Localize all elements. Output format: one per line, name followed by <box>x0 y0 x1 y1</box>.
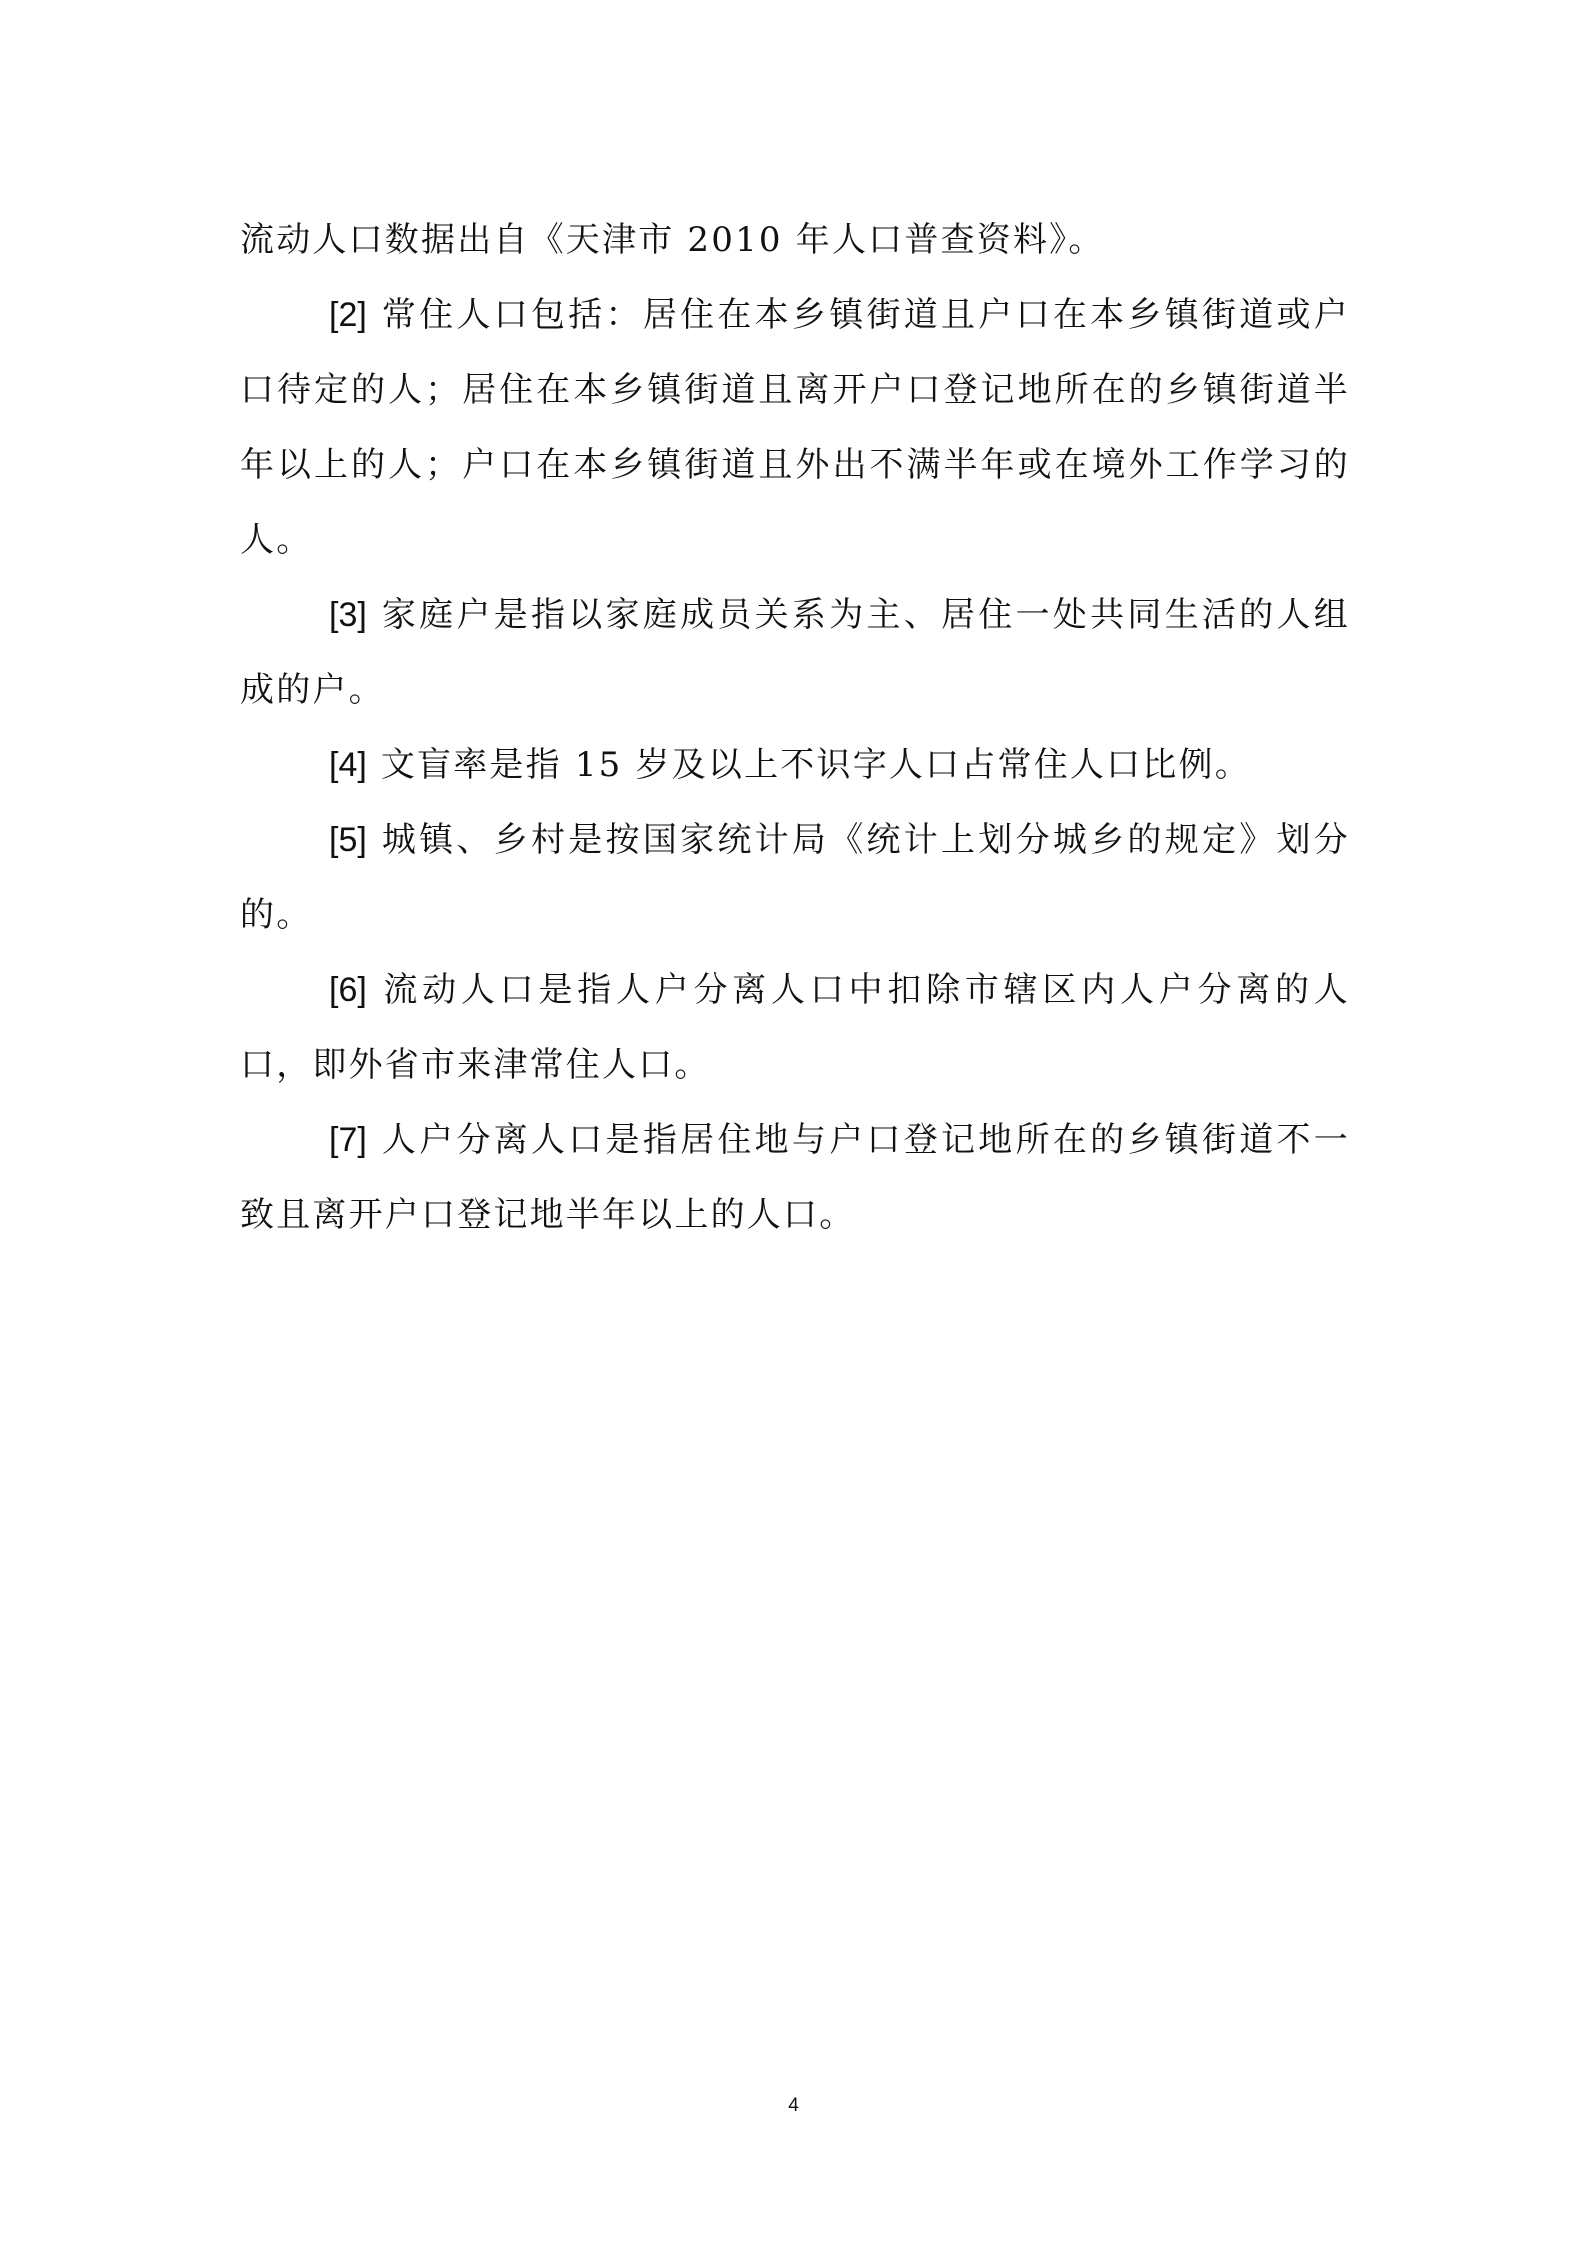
note-number: [2] <box>329 296 367 334</box>
page-number: 4 <box>788 2095 799 2116</box>
note-7 <box>240 1103 1350 1253</box>
note-3 <box>240 578 1350 728</box>
note-number: [6] <box>329 971 367 1009</box>
note-4 <box>240 728 1350 803</box>
note-2 <box>240 278 1350 578</box>
note-number: [5] <box>329 821 367 859</box>
note-text: 流动人口是指人户分离人口中扣除市辖区内人户分离的人口，即外省市来津常住人口。 <box>240 970 1350 1085</box>
note-5 <box>240 803 1350 953</box>
continued-paragraph: 流动人口数据出自《天津市 2010 年人口普查资料》。 <box>240 220 1105 260</box>
note-number: [4] <box>329 746 367 784</box>
note-number: [3] <box>329 596 367 634</box>
note-text: 城镇、乡村是按国家统计局《统计上划分城乡的规定》划分的。 <box>240 820 1350 935</box>
note-text: 常住人口包括：居住在本乡镇街道且户口在本乡镇街道或户口待定的人；居住在本乡镇街道且离开户口登记地所在的乡镇街道半年以上的人；户口在本乡镇街道且外出不满半年或在境外工作学习的人。 <box>240 295 1350 560</box>
document-body <box>240 203 1350 1253</box>
note-text: 人户分离人口是指居住地与户口登记地所在的乡镇街道不一致且离开户口登记地半年以上的人口。 <box>240 1120 1350 1235</box>
note-text: 家庭户是指以家庭成员关系为主、居住一处共同生活的人组成的户。 <box>240 595 1350 710</box>
note-text: 文盲率是指 15 岁及以上不识字人口占常住人口比例。 <box>380 745 1251 785</box>
note-6 <box>240 953 1350 1103</box>
note-number: [7] <box>329 1121 367 1159</box>
